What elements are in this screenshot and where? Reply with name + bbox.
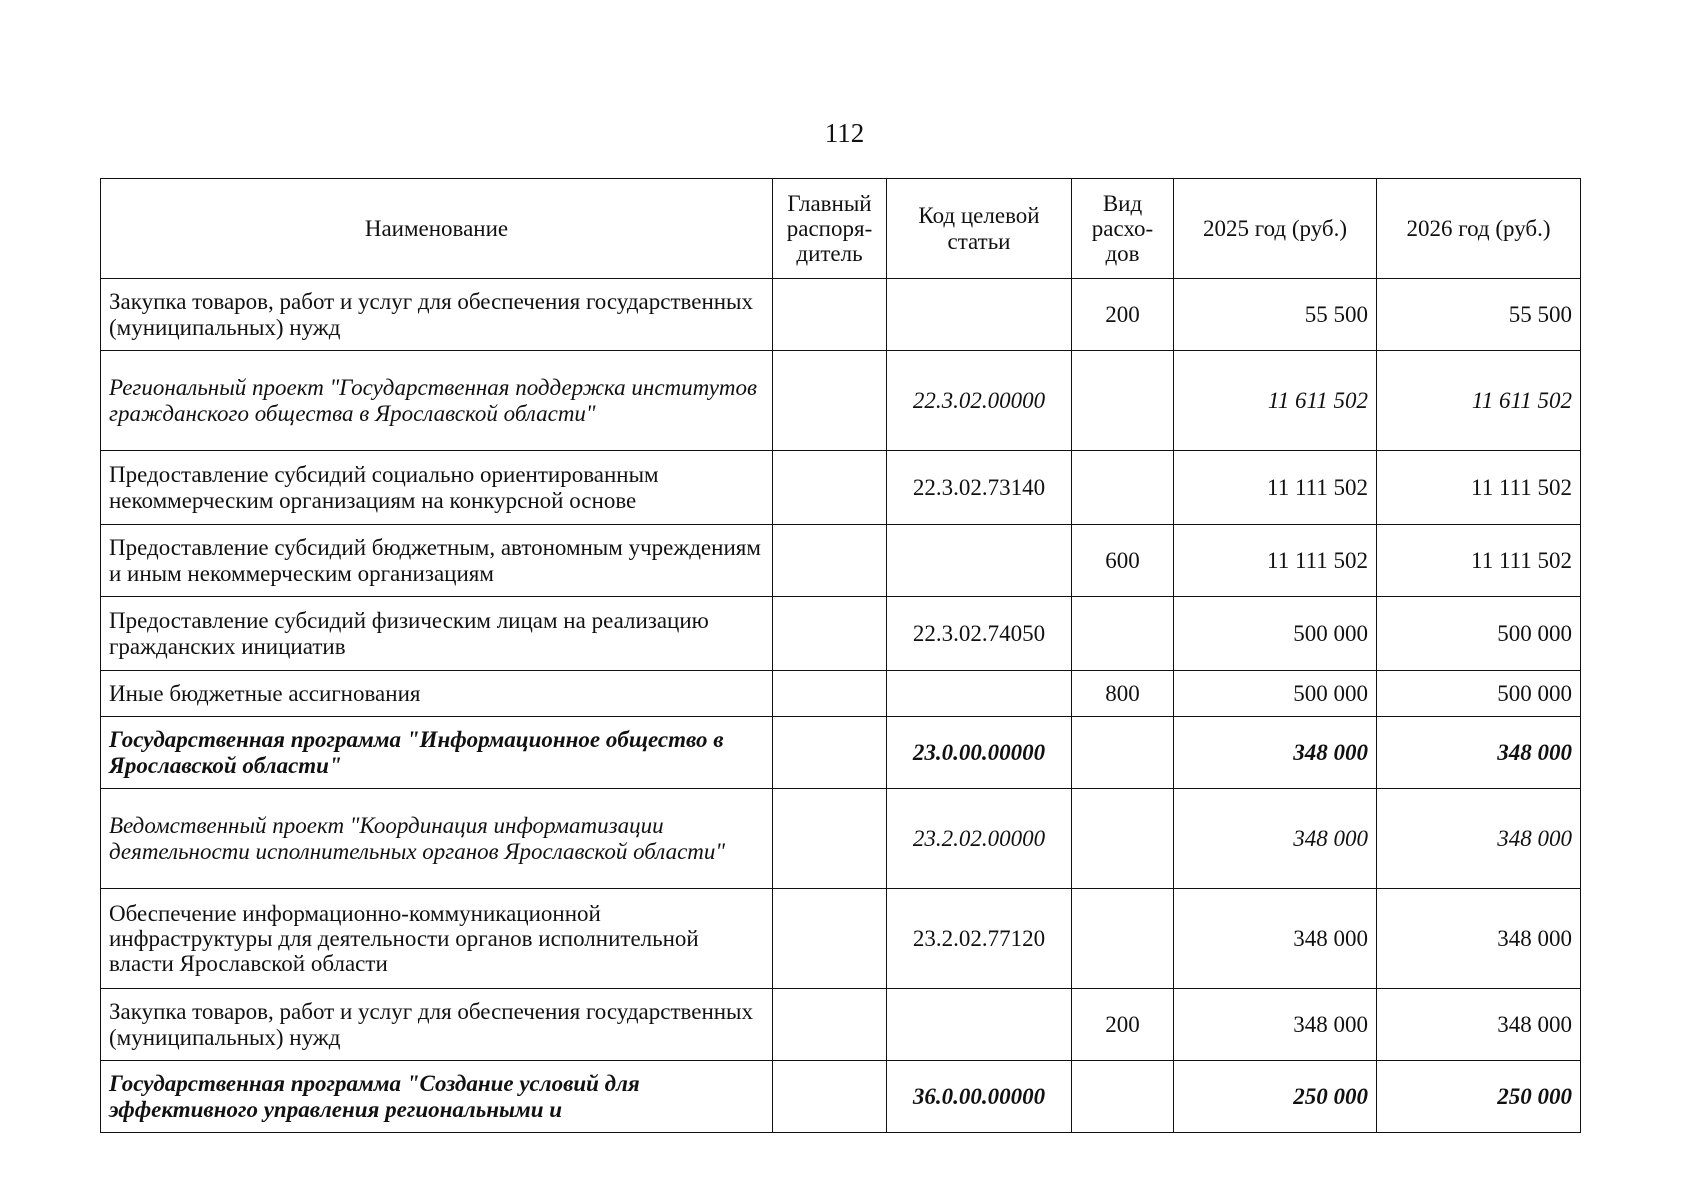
row-2025: 348 000: [1174, 789, 1377, 889]
row-glav: [773, 1061, 887, 1133]
table-row: [101, 717, 1581, 789]
table-row: [101, 789, 1581, 889]
row-glav: [773, 889, 887, 989]
table-row: [101, 351, 1581, 451]
row-2025: 55 500: [1174, 279, 1377, 351]
row-name: Обеспечение информационно-коммуникационной инфраструктуры для деятельности органов исполнительной власти Ярославской области: [101, 889, 773, 989]
row-code: [887, 525, 1072, 597]
header-2025: 2025 год (руб.): [1174, 179, 1377, 279]
row-code: 22.3.02.74050: [887, 597, 1072, 671]
page-number-text: 112: [824, 118, 865, 148]
table-row: [101, 989, 1581, 1061]
row-glav: [773, 279, 887, 351]
row-2025: 500 000: [1174, 597, 1377, 671]
row-code: 23.2.02.77120: [887, 889, 1072, 989]
table-row: [101, 597, 1581, 671]
row-glav: [773, 525, 887, 597]
row-code: 23.2.02.00000: [887, 789, 1072, 889]
row-2026: 55 500: [1377, 279, 1581, 351]
row-glav: [773, 451, 887, 525]
row-2026: 348 000: [1377, 717, 1581, 789]
row-vid: [1072, 597, 1174, 671]
table-row: [101, 889, 1581, 989]
row-2026: 500 000: [1377, 671, 1581, 717]
row-vid: 600: [1072, 525, 1174, 597]
row-code: 36.0.00.00000: [887, 1061, 1072, 1133]
row-glav: [773, 351, 887, 451]
header-vid: Вид расхо-дов: [1072, 179, 1174, 279]
row-2025: 348 000: [1174, 717, 1377, 789]
table-row: [101, 451, 1581, 525]
row-2026: 11 111 502: [1377, 525, 1581, 597]
row-glav: [773, 671, 887, 717]
table-row: [101, 1061, 1581, 1133]
table-row: [101, 525, 1581, 597]
row-vid: [1072, 451, 1174, 525]
row-2025: 11 611 502: [1174, 351, 1377, 451]
row-2025: 11 111 502: [1174, 525, 1377, 597]
row-name: Предоставление субсидий социально ориентированным некоммерческим организациям на конкурсной основе: [101, 451, 773, 525]
row-2025: 500 000: [1174, 671, 1377, 717]
row-vid: [1072, 717, 1174, 789]
row-name: Закупка товаров, работ и услуг для обеспечения государственных (муниципальных) нужд: [101, 989, 773, 1061]
row-code: 23.0.00.00000: [887, 717, 1072, 789]
row-name: Государственная программа "Создание условий для эффективного управления региональными и: [101, 1061, 773, 1133]
row-vid: [1072, 1061, 1174, 1133]
header-name: Наименование: [101, 179, 773, 279]
row-2025: 348 000: [1174, 889, 1377, 989]
page-number: [0, 118, 1697, 149]
row-name: Государственная программа "Информационное общество в Ярославской области": [101, 717, 773, 789]
row-vid: 200: [1072, 989, 1174, 1061]
row-name: Ведомственный проект "Координация информатизации деятельности исполнительных органов Ярославской области": [101, 789, 773, 889]
row-code: 22.3.02.73140: [887, 451, 1072, 525]
row-2026: 500 000: [1377, 597, 1581, 671]
row-name: Иные бюджетные ассигнования: [101, 671, 773, 717]
row-vid: 800: [1072, 671, 1174, 717]
row-name: Региональный проект "Государственная поддержка институтов гражданского общества в Ярославской области": [101, 351, 773, 451]
row-glav: [773, 717, 887, 789]
row-2025: 348 000: [1174, 989, 1377, 1061]
budget-table: [100, 178, 1581, 1133]
table-header-row: [101, 179, 1581, 279]
row-glav: [773, 789, 887, 889]
row-name: Предоставление субсидий физическим лицам на реализацию гражданских инициатив: [101, 597, 773, 671]
row-2026: 11 611 502: [1377, 351, 1581, 451]
row-vid: [1072, 889, 1174, 989]
row-2026: 348 000: [1377, 989, 1581, 1061]
row-2026: 250 000: [1377, 1061, 1581, 1133]
row-2025: 11 111 502: [1174, 451, 1377, 525]
row-glav: [773, 989, 887, 1061]
row-vid: [1072, 789, 1174, 889]
row-2025: 250 000: [1174, 1061, 1377, 1133]
row-code: [887, 671, 1072, 717]
header-2026: 2026 год (руб.): [1377, 179, 1581, 279]
row-name: Закупка товаров, работ и услуг для обеспечения государственных (муниципальных) нужд: [101, 279, 773, 351]
row-vid: [1072, 351, 1174, 451]
row-glav: [773, 597, 887, 671]
header-glav: Главный распоря-дитель: [773, 179, 887, 279]
row-2026: 348 000: [1377, 889, 1581, 989]
table-row: [101, 279, 1581, 351]
row-code: [887, 989, 1072, 1061]
table-row: [101, 671, 1581, 717]
header-code: Код целевой статьи: [887, 179, 1072, 279]
row-vid: 200: [1072, 279, 1174, 351]
row-2026: 11 111 502: [1377, 451, 1581, 525]
row-name: Предоставление субсидий бюджетным, автономным учреждениям и иным некоммерческим организациям: [101, 525, 773, 597]
row-code: [887, 279, 1072, 351]
row-code: 22.3.02.00000: [887, 351, 1072, 451]
row-2026: 348 000: [1377, 789, 1581, 889]
